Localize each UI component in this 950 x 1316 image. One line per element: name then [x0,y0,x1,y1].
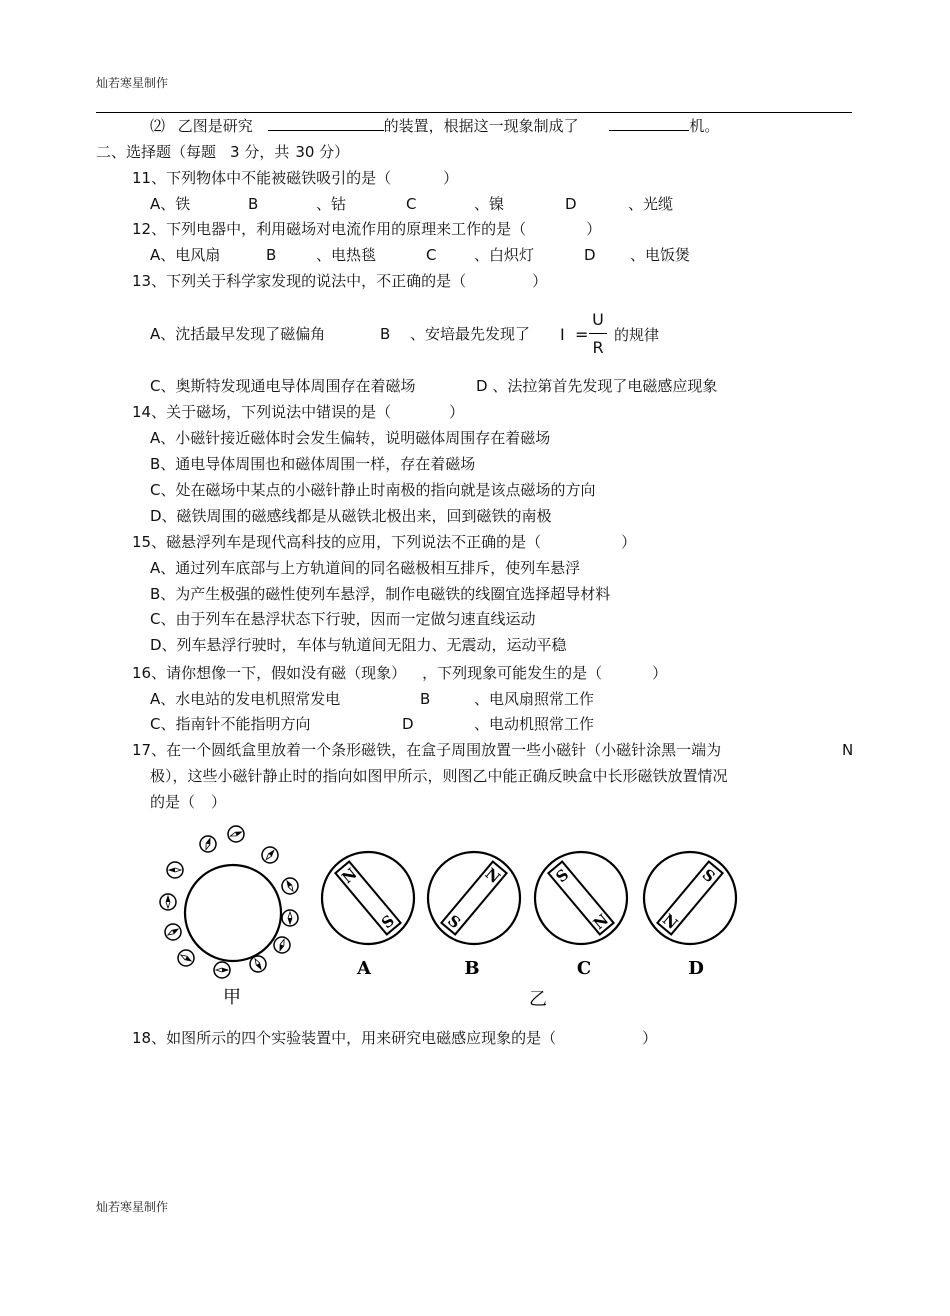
q16-option-d-text: 、电动机照常工作 [474,715,595,733]
answer-paren: ） [586,220,602,238]
header-rule [96,112,852,113]
option-a-pole-s: S [377,911,398,933]
section-total: 30 分） [295,143,350,161]
option-a-pole-n: N [338,864,361,888]
question-15-stem [132,532,636,552]
question-18-stem [132,1028,657,1048]
q11-option-d-letter: D [565,195,577,213]
q14-option-b: B、通电导体周围也和磁体周围一样，存在着磁场 [150,455,476,473]
part-number: ⑵ [150,117,166,135]
stem-text: 18、如图所示的四个实验装置中，用来研究电磁感应现象的是（ [132,1029,557,1047]
stem-text: 的是（ [150,793,196,811]
question-17-line-3 [150,792,226,812]
answer-paren: ） [211,793,227,811]
q13-option-d: D 、法拉第首先发现了电磁感应现象 [476,377,718,395]
question-10-part-2 [150,116,719,136]
question-17-line-2: 极），这些小磁针静止时的指向如图甲所示，则图乙中能正确反映盒中长形磁铁放置情况 [150,767,728,785]
q11-option-c-letter: C [406,195,417,213]
q11-option-b-text: 、钴 [316,195,347,213]
q14-option-a: A、小磁针接近磁体时会发生偏转，说明磁体周围存在着磁场 [150,429,551,447]
q10-text-1: 乙图是研究 [177,117,253,135]
q12-option-b-text: 、电热毯 [316,246,377,264]
figure-jia [160,826,298,1008]
magnet-figure [150,820,750,1015]
q12-option-d-text: 、电饭煲 [630,246,691,264]
figure-yi-label: 乙 [529,989,547,1010]
answer-blank-1 [268,116,384,131]
q12-option-c-text: 、白炽灯 [474,246,535,264]
q16-option-d-letter: D [402,715,414,733]
stem-text: 15、磁悬浮列车是现代高科技的应用，下列说法不正确的是（ [132,533,542,551]
option-d-pole-n: N [659,910,682,934]
stem-text: 12、下列电器中，利用磁场对电流作用的原理来工作的是（ [132,220,527,238]
option-a-label: A [357,958,371,979]
formula-denominator: R [592,338,604,357]
stem-text: 13、下列关于科学家发现的说法中，不正确的是（ [132,272,467,290]
q11-option-c-text: 、镍 [474,195,505,213]
q10-text-3: 机。 [689,117,720,135]
option-c-label: C [576,958,592,979]
question-11-stem [132,168,458,188]
answer-blank-2 [609,116,689,131]
q12-option-d-letter: D [584,246,596,264]
q16-option-b-text: 、电风扇照常工作 [474,690,595,708]
fraction-bar [589,333,607,334]
answer-paren: ） [532,272,548,290]
stem-text-1: 16、请你想像一下，假如没有磁（现象） [132,664,407,682]
option-c-pole-s: S [552,865,573,887]
formula-equals: = [575,325,589,344]
q14-option-d: D、磁铁周围的磁感线都是从磁铁北极出来，回到磁铁的南极 [150,507,552,525]
q16-option-c: C、指南针不能指明方向 [150,715,311,733]
option-b-diagram [428,852,520,979]
option-c-diagram [535,852,627,979]
section-title-text: 二、选择题（每题 [96,143,217,161]
figure-jia-label: 甲 [223,987,241,1008]
question-14-stem [132,402,464,422]
question-13-stem [132,271,547,291]
answer-paren: ） [642,1029,658,1047]
q13-option-b-letter: B [380,325,391,343]
answer-paren: ） [652,664,668,682]
q13-option-a: A、沈括最早发现了磁偏角 [150,325,326,343]
option-b-label: B [464,958,480,979]
answer-paren: ） [449,403,465,421]
formula-numerator: U [592,310,604,329]
stem-text: 14、关于磁场，下列说法中错误的是（ [132,403,392,421]
section-2-title [96,142,349,162]
option-b-pole-n: N [481,864,504,888]
q13-option-b-text: 、安培最先发现了 [410,325,531,343]
page-footer: 灿若寒星制作 [96,1200,169,1214]
option-d-label: D [688,958,704,979]
q12-option-a: A、电风扇 [150,246,221,264]
q14-option-c: C、处在磁场中某点的小磁针静止时南极的指向就是该点磁场的方向 [150,481,596,499]
q12-option-b-letter: B [266,246,277,264]
q13-option-c: C、奥斯特发现通电导体周围存在着磁场 [150,377,416,395]
q11-option-b-letter: B [248,195,259,213]
q16-option-b-letter: B [420,690,431,708]
stem-text: 11、下列物体中不能被磁铁吸引的是（ [132,169,392,187]
stem-text-2: ，下列现象可能发生的是（ [422,664,603,682]
option-d-pole-s: S [698,865,719,887]
compass-needles [160,826,298,978]
question-17-n-pole: N [842,741,854,759]
q12-option-c-letter: C [426,246,437,264]
q15-option-b: B、为产生极强的磁性使列车悬浮，制作电磁铁的线圈宜选择超导材料 [150,585,611,603]
page-header: 灿若寒星制作 [96,76,169,90]
q16-option-a: A、水电站的发电机照常发电 [150,690,341,708]
option-b-pole-s: S [444,911,465,933]
answer-paren: ） [621,533,637,551]
q13-option-b-suffix: 的规律 [614,326,660,344]
option-d-diagram [644,852,736,979]
q10-text-2: 的装置，根据这一现象制成了 [383,117,579,135]
question-12-stem [132,219,601,239]
q11-option-a: A、铁 [150,195,191,213]
question-16-stem [132,663,667,683]
option-a-diagram [322,852,414,979]
figure-yi [322,852,736,1010]
answer-paren: ） [443,169,459,187]
question-17-line-1: 17、在一个圆纸盒里放着一个条形磁铁，在盒子周围放置一些小磁针（小磁针涂黑一端为 [132,741,722,759]
q11-option-d-text: 、光缆 [628,195,674,213]
q15-option-c: C、由于列车在悬浮状态下行驶，因而一定做匀速直线运动 [150,610,536,628]
option-c-pole-n: N [589,910,612,934]
formula-i: I [560,325,565,344]
q15-option-d: D、列车悬浮行驶时，车体与轨道间无阻力、无震动，运动平稳 [150,636,567,654]
section-points: 3 分，共 [230,143,290,161]
paper-box-circle [185,865,281,961]
q15-option-a: A、通过列车底部与上方轨道间的同名磁极相互排斥，使列车悬浮 [150,559,581,577]
